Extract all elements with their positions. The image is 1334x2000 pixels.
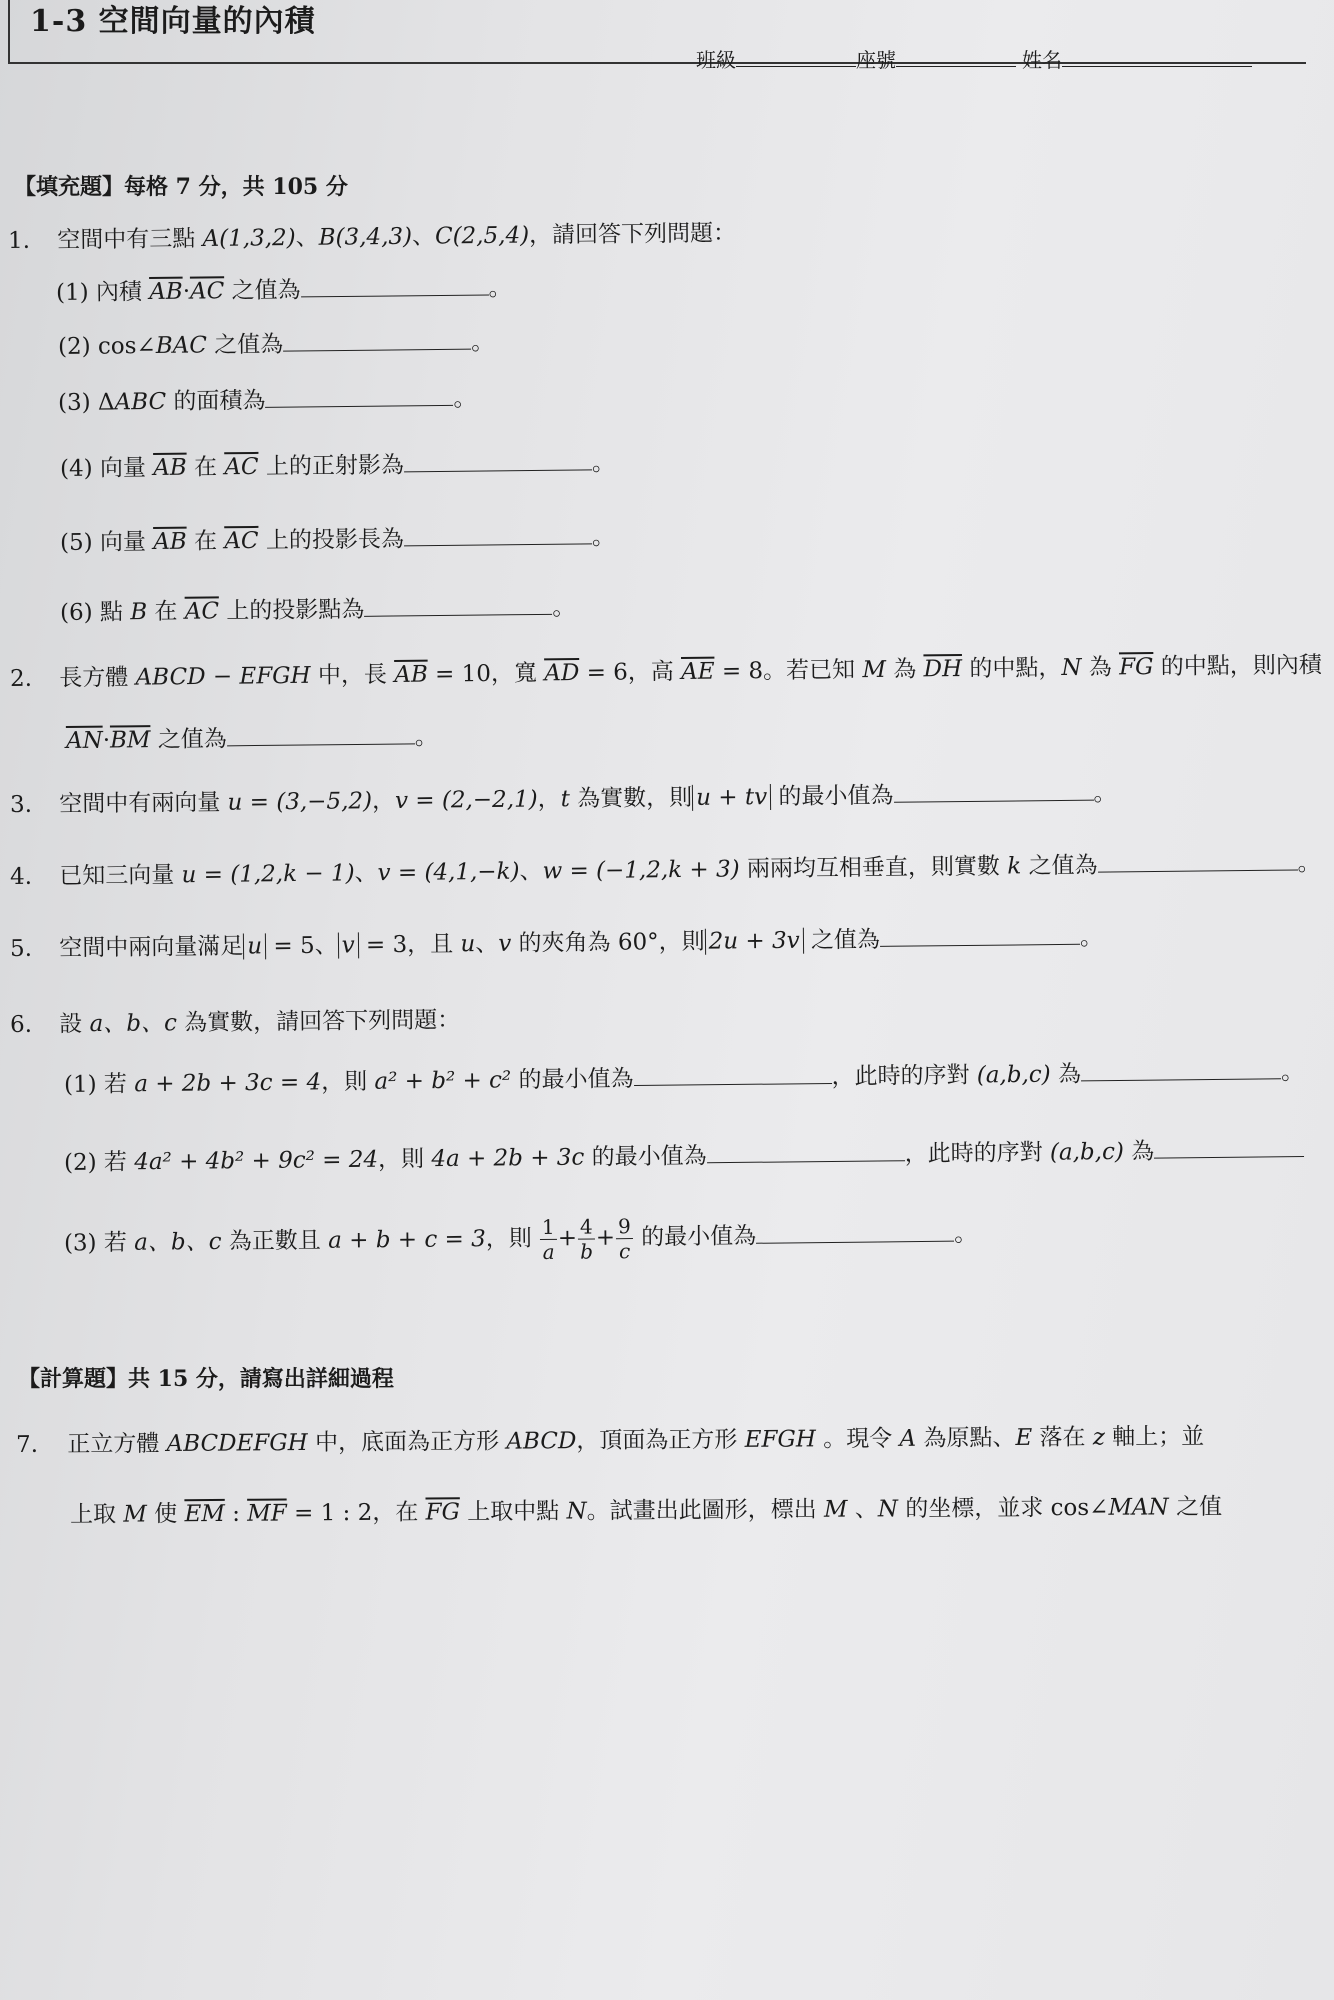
q7-text: = 1 : 2，在 (286, 1499, 426, 1527)
magnitude-expression: 2u + 3v (705, 928, 804, 955)
sub-text: 為 (1050, 1061, 1082, 1088)
vector-ab: $\overline{AB}$ (149, 278, 183, 306)
point-c: C(2,5,4) (434, 222, 530, 250)
question-number: 6. (9, 1011, 33, 1038)
q4-text: 已知三向量 (59, 862, 182, 890)
point-b: B (130, 599, 148, 626)
segment-ab: $\overline{AB}$ (394, 661, 428, 688)
sub-text: 的最小值為 (584, 1143, 707, 1171)
answer-blank[interactable] (364, 592, 552, 617)
q5-text: 空間中兩向量滿足 (59, 933, 244, 962)
sub-text: 若 (103, 1071, 135, 1098)
q7-text: 。試畫出此圖形，標出 (586, 1496, 825, 1525)
q7-text: 使 (146, 1501, 185, 1528)
sub-text: 向量 (99, 455, 154, 482)
q6-text: 設 (59, 1011, 90, 1038)
point-m: M (123, 1501, 147, 1528)
q1-text: 空間中有三點 (57, 225, 203, 254)
square-efgh: EFGH (744, 1426, 816, 1453)
class-label: 班級 (696, 48, 736, 72)
vector-w: w = (−1,2,k + 3) (542, 856, 740, 885)
magnitude-u: u (243, 933, 266, 959)
q3-text: 為實數，則 (569, 784, 693, 813)
q6-text: 為實數，請回答下列問題： (176, 1007, 461, 1037)
q6-sub-3 (64, 1210, 978, 1269)
sub-text: 若 (103, 1149, 135, 1176)
q2-text: = 6，高 (579, 658, 682, 687)
q2-text: 為 (885, 656, 924, 683)
point-n: N (877, 1496, 899, 1523)
q2-text: = 10，寬 (427, 660, 545, 688)
question-7-line-1 (16, 1418, 1204, 1459)
dot-operator: · (182, 278, 191, 305)
sub-text: ，則 (485, 1225, 540, 1253)
sub-text: 之值為 (224, 277, 301, 305)
point-n: N (566, 1498, 587, 1525)
sub-text: 之值為 (206, 331, 284, 359)
q6-sub-2 (64, 1131, 1304, 1177)
separator: 、 (847, 1496, 878, 1523)
sub-text: 在 (147, 598, 185, 626)
sub-number: (2) (63, 1149, 97, 1176)
seat-blank[interactable] (896, 48, 1016, 67)
name-label: 姓名 (1022, 48, 1062, 72)
numerator: 4 (578, 1214, 595, 1239)
sub-text: 的最小值為 (511, 1066, 634, 1094)
segment-em: $\overline{EM}$ (184, 1500, 225, 1528)
q7-text: 。現令 (815, 1425, 900, 1453)
point-m: M (862, 656, 887, 684)
vector-ac: $\overline{AC}$ (189, 278, 225, 305)
segment-mf: $\overline{MF}$ (247, 1500, 287, 1527)
separator: 、 (411, 223, 436, 250)
q1-sub-3 (58, 380, 477, 417)
q2-text: = 8。若已知 (714, 657, 863, 685)
numerator: 9 (616, 1214, 633, 1239)
ordered-triple: (a,b,c) (976, 1061, 1051, 1089)
cube-name: ABCDEFGH (166, 1429, 308, 1457)
name-blank[interactable] (1062, 48, 1252, 67)
ordered-triple: (a,b,c) (1049, 1138, 1124, 1166)
question-number: 5. (9, 935, 33, 962)
angle-bac: BAC (155, 332, 207, 359)
variable-t: t (560, 786, 571, 813)
answer-blank[interactable] (265, 383, 453, 408)
sub-number: (5) (59, 529, 93, 556)
z-axis: z (1092, 1424, 1106, 1451)
variables-abc: a、b、c (89, 1010, 178, 1038)
plus-sign: + (557, 1225, 578, 1252)
box-name: ABCD − EFGH (135, 662, 311, 691)
sub-text: ，則 (377, 1146, 432, 1173)
q1-sub-1 (56, 269, 512, 307)
vector-u: u (460, 931, 476, 958)
seat-label: 座號 (856, 48, 896, 72)
sub-number: (1) (55, 279, 89, 306)
question-3 (10, 774, 1117, 819)
question-5 (10, 919, 1103, 963)
separator: 、 (475, 930, 499, 958)
sub-text: 若 (103, 1229, 135, 1257)
variables-abc: a、b、c (134, 1228, 222, 1256)
q5-text: 之值為 (803, 926, 881, 954)
answer-blank-pair[interactable] (1081, 1056, 1281, 1081)
vector-ac: $\overline{AC}$ (224, 527, 259, 555)
sub-text: 為 (1123, 1138, 1155, 1165)
period: 。 (552, 594, 576, 621)
vector-v: v = (2,−2,1) (394, 786, 538, 814)
vector-ac: $\overline{AC}$ (184, 598, 220, 625)
sub-text: cos∠ (97, 332, 156, 360)
question-2-stem (10, 646, 1322, 693)
q7-text: 的坐標，並求 cos∠ (897, 1494, 1109, 1523)
separator: 、 (354, 860, 378, 887)
sub-text: 在 (186, 528, 225, 555)
vector-v: v = (4,1,−k) (377, 858, 520, 887)
question-number: 3. (9, 791, 33, 818)
fraction-9-over-c (616, 1214, 633, 1263)
point-a: A(1,3,2) (202, 224, 296, 252)
square-abcd: ABCD (506, 1428, 577, 1455)
sub-number: (2) (57, 333, 91, 360)
sub-number: (4) (59, 455, 93, 482)
q6-sub-1 (64, 1053, 1304, 1099)
sub-text: 上的正射影為 (258, 452, 405, 480)
period: 。 (1280, 1059, 1305, 1086)
sub-text: ，則 (321, 1068, 375, 1096)
question-number: 4. (9, 863, 33, 890)
q7-text: 上取中點 (459, 1498, 567, 1526)
segment-fg: $\overline{FG}$ (1119, 654, 1154, 681)
denominator: b (580, 1239, 594, 1264)
period: 。 (453, 385, 477, 412)
q2-text: 的中點， (961, 654, 1062, 683)
q4-text: 兩兩均互相垂直，則實數 (739, 853, 1008, 883)
answer-blank[interactable] (227, 721, 415, 746)
sub-text: Δ (97, 389, 115, 416)
answer-blank[interactable] (300, 272, 488, 297)
sub-text: 向量 (99, 529, 154, 556)
class-blank[interactable] (736, 48, 856, 67)
vector-bm: $\overline{BM}$ (109, 727, 151, 754)
triangle-abc: ABC (114, 388, 167, 416)
segment-dh: $\overline{DH}$ (923, 656, 963, 683)
q2-text: 之值為 (150, 726, 227, 754)
q7-text: 落在 (1032, 1424, 1093, 1451)
calc-section-heading: 【計算題】共 15 分，請寫出詳細過程 (18, 1366, 394, 1392)
answer-blank[interactable] (283, 327, 471, 352)
vector-v: v (498, 930, 512, 957)
vector-u: u = (1,2,k − 1) (181, 860, 355, 889)
q3-text: 的最小值為 (771, 782, 894, 811)
q2-text: 中，長 (310, 661, 395, 689)
fill-section-heading: 【填充題】每格 7 分，共 105 分 (14, 174, 348, 200)
dot-operator: · (102, 727, 111, 754)
plus-sign: + (595, 1224, 616, 1251)
q2-text: 為 (1081, 654, 1120, 681)
answer-blank[interactable] (404, 447, 592, 472)
q1-text: ，請回答下列問題： (528, 220, 737, 249)
q3-text: 空間中有兩向量 (59, 789, 228, 818)
q7-text: ，頂面為正方形 (576, 1426, 745, 1455)
sub-text: 上的投影長為 (258, 526, 405, 554)
period: 。 (1093, 780, 1117, 807)
q1-sub-5 (60, 518, 615, 557)
sub-text: ，此時的序對 (904, 1139, 1051, 1168)
answer-blank-min[interactable] (707, 1138, 905, 1163)
question-number: 7. (15, 1431, 39, 1458)
point-e: E (1015, 1424, 1033, 1452)
variable-k: k (1007, 853, 1022, 880)
vector-ac: $\overline{AC}$ (224, 453, 259, 481)
segment-fg: $\overline{FG}$ (425, 1499, 461, 1526)
q2-text: 長方體 (59, 664, 136, 692)
magnitude-expression: u + tv (692, 784, 771, 811)
sub-text: 的最小值為 (633, 1223, 757, 1251)
q3-text: ， (537, 786, 561, 813)
fraction-4-over-b (578, 1214, 595, 1263)
q7-text: 中，底面為正方形 (307, 1428, 507, 1456)
sub-number: (1) (63, 1071, 97, 1098)
point-b: B(3,4,3) (318, 223, 413, 251)
question-number: 2. (9, 665, 33, 692)
point-n: N (1061, 654, 1082, 681)
point-m: M (823, 1496, 848, 1523)
segment-ae: $\overline{AE}$ (681, 658, 715, 685)
q7-text: 上取 (69, 1501, 124, 1528)
point-a: A (899, 1425, 917, 1452)
separator: 、 (519, 858, 543, 885)
answer-blank[interactable] (756, 1218, 954, 1243)
vector-ab: $\overline{AB}$ (153, 454, 187, 482)
sub-number: (3) (63, 1230, 97, 1257)
separator: 、 (295, 224, 319, 251)
period: 。 (591, 524, 616, 551)
answer-blank-min[interactable] (633, 1061, 831, 1086)
q4-text: 之值為 (1021, 852, 1098, 880)
q7-text: 為原點、 (915, 1425, 1016, 1452)
condition: 4a² + 4b² + 9c² = 24 (134, 1146, 379, 1176)
question-4 (10, 844, 1321, 891)
question-2-line-2 (66, 718, 438, 755)
fraction-1-over-a (540, 1215, 557, 1264)
q2-text: 的中點，則內積 (1153, 652, 1322, 681)
condition: a + 2b + 3c = 4 (134, 1069, 322, 1098)
q1-sub-6 (60, 589, 576, 627)
vector-u: u = (3,−5,2) (227, 788, 373, 816)
magnitude-v: v (337, 932, 358, 958)
period: 。 (1297, 850, 1321, 877)
sub-text: 上的投影點為 (218, 596, 365, 625)
vector-an: $\overline{AN}$ (65, 727, 103, 754)
question-6-stem (10, 1001, 461, 1039)
ratio-colon: : (224, 1500, 248, 1527)
sub-text: 在 (186, 454, 225, 481)
answer-blank[interactable] (404, 521, 592, 546)
expression: a² + b² + c² (374, 1067, 512, 1095)
q5-text: = 3，且 (358, 931, 461, 959)
numerator: 1 (540, 1215, 557, 1240)
sub-text: 內積 (95, 279, 150, 306)
student-info-row (696, 44, 1252, 73)
period: 。 (954, 1220, 978, 1248)
segment-ad: $\overline{AD}$ (544, 660, 580, 687)
q7-text: 之值 (1168, 1493, 1223, 1521)
denominator: a (542, 1239, 555, 1264)
vector-ab: $\overline{AB}$ (153, 528, 187, 556)
q1-sub-2 (58, 323, 494, 361)
period: 。 (1079, 924, 1104, 951)
condition: a + b + c = 3 (328, 1226, 486, 1254)
sub-text: 為正數且 (221, 1227, 329, 1255)
page-title: 1-3 空間向量的內積 (30, 4, 316, 39)
q5-text: 的夾角為 60°，則 (511, 928, 705, 957)
angle-man: MAN (1108, 1494, 1169, 1521)
q7-text: 正立方體 (67, 1430, 167, 1458)
period: 。 (471, 329, 495, 356)
q1-sub-4 (60, 444, 615, 483)
period: 。 (488, 275, 512, 302)
answer-blank[interactable] (893, 778, 1093, 803)
sub-text: ，此時的序對 (831, 1062, 977, 1090)
sub-number: (6) (59, 599, 93, 626)
question-1-stem (8, 214, 736, 255)
answer-blank-pair[interactable] (1154, 1134, 1304, 1159)
question-number: 1. (7, 227, 31, 254)
sub-text: 點 (99, 599, 131, 626)
answer-blank[interactable] (1097, 848, 1297, 873)
question-7-line-2 (70, 1488, 1222, 1529)
expression: 4a + 2b + 3c (431, 1144, 585, 1173)
sub-number: (3) (57, 389, 91, 416)
separator: ， (371, 787, 396, 815)
sub-text: 的面積為 (165, 387, 266, 415)
answer-blank[interactable] (880, 922, 1080, 947)
period: 。 (591, 450, 616, 477)
period: 。 (414, 724, 438, 751)
denominator: c (618, 1239, 631, 1264)
q5-text: = 5、 (265, 932, 338, 960)
q7-text: 軸上；並 (1104, 1423, 1205, 1451)
